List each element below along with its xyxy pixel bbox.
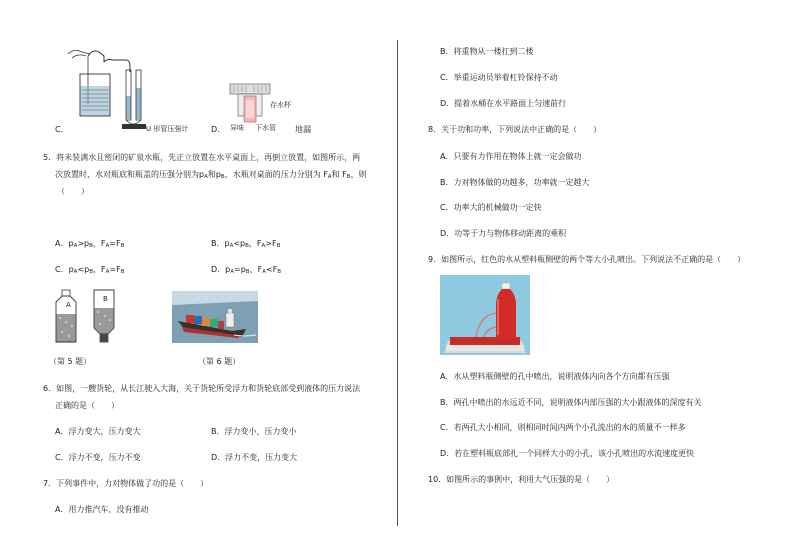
q5-stem-line2: 次放置时，水对瓶底和瓶盖的压强分别为$p_A$和$p_B$，水瓶对桌面的压力分别为 $F_A$和 $F_B$，则 [55, 170, 367, 180]
cargo-ship-photo [172, 291, 258, 343]
q7-stem: 7．下列事件中，力对物体做了功的是（ ） [43, 479, 209, 488]
option-c-label: C． [55, 125, 69, 134]
floor-drain-label-pipe: 下水管 [255, 124, 276, 132]
q8-option-c: C．功率大的机械做功一定快 [440, 203, 542, 212]
q9-option-c: C．若两孔大小相同，则相同时间内两个小孔流出的水的质量不一样多 [440, 423, 686, 432]
q9-option-d: D．若在塑料瓶底部扎一个同样大小的小孔，该小孔喷出的水流速度更快 [440, 449, 695, 458]
q5-option-c: C．$p_A<p_B$，$F_A=F_B$ [55, 265, 125, 275]
bottles-figure [50, 288, 126, 344]
q8-option-b: B．力对物体做的功越多，功率就一定越大 [440, 178, 590, 187]
q8-option-d: D．功等于力与物体移动距离的乘积 [440, 229, 567, 238]
q9-option-a: A．水从塑料瓶侧壁的孔中喷出，说明液体内向各个方向都有压强 [440, 372, 670, 381]
red-water-bottle-photo [440, 275, 530, 355]
q7-option-d: D．提着水桶在水平路面上匀速前行 [440, 99, 567, 108]
floor-drain-label-odor: 异味 [230, 124, 244, 132]
q5-option-b: B．$p_A<p_B$，$F_A>F_B$ [211, 239, 281, 249]
column-divider [397, 40, 398, 526]
q6-stem-line2: 正确的是（ ） [55, 401, 119, 410]
q9-option-b: B．两孔中喷出的水远近不同，说明液体内部压强的大小跟液体的深度有关 [440, 398, 702, 407]
option-d-caption: 地漏 [295, 125, 311, 134]
option-c-caption: U 形管压强计 [146, 125, 189, 133]
fig6-caption: （第 6 题） [198, 357, 241, 366]
q8-stem: 8．关于功和功率，下列说法中正确的是（ ） [428, 125, 602, 134]
q10-stem: 10．如图所示的事例中，利用大气压强的是（ ） [428, 475, 615, 484]
q6-stem-line1: 6．如图，一艘货轮，从长江驶入大海，关于货轮所受浮力和货轮底部受到液体的压力说法 [43, 384, 361, 393]
q7-option-b: B．将重物从一楼扛到二楼 [440, 47, 534, 56]
floor-drain-label-cup: 存水杯 [270, 101, 291, 109]
option-d-label: D． [211, 125, 226, 134]
q6-option-b: B．浮力变小，压力变小 [211, 427, 297, 436]
q5-option-d: D．$p_A=p_B$，$F_A<F_B$ [211, 265, 282, 275]
q7-option-a: A．用力推汽车，没有推动 [55, 505, 149, 514]
fig5-caption: （第 5 题） [49, 357, 92, 366]
q5-stem-line1: 5．将未装满水且密闭的矿泉水瓶，先正立放置在水平桌面上，再倒立放置，如图所示，两 [43, 153, 361, 162]
q8-option-a: A．只要有力作用在物体上就一定会做功 [440, 152, 582, 161]
q5-stem-line3: （ ） [57, 187, 89, 196]
q5-option-a: A．$p_A>p_B$，$F_A=F_B$ [55, 239, 125, 249]
q7-option-c: C．举重运动员举着杠铃保持不动 [440, 73, 558, 82]
u-tube-manometer-figure [64, 44, 154, 132]
q6-option-a: A．浮力变大，压力变大 [55, 427, 141, 436]
bottle-b-label: B [103, 295, 108, 303]
q9-stem: 9．如图所示，红色的水从塑料瓶侧壁的两个等大小孔喷出。下列说法不正确的是（ ） [428, 255, 746, 264]
q6-option-d: D．浮力不变，压力变大 [211, 453, 298, 462]
q6-option-c: C．浮力不变，压力不变 [55, 453, 141, 462]
bottle-a-label: A [66, 301, 71, 309]
